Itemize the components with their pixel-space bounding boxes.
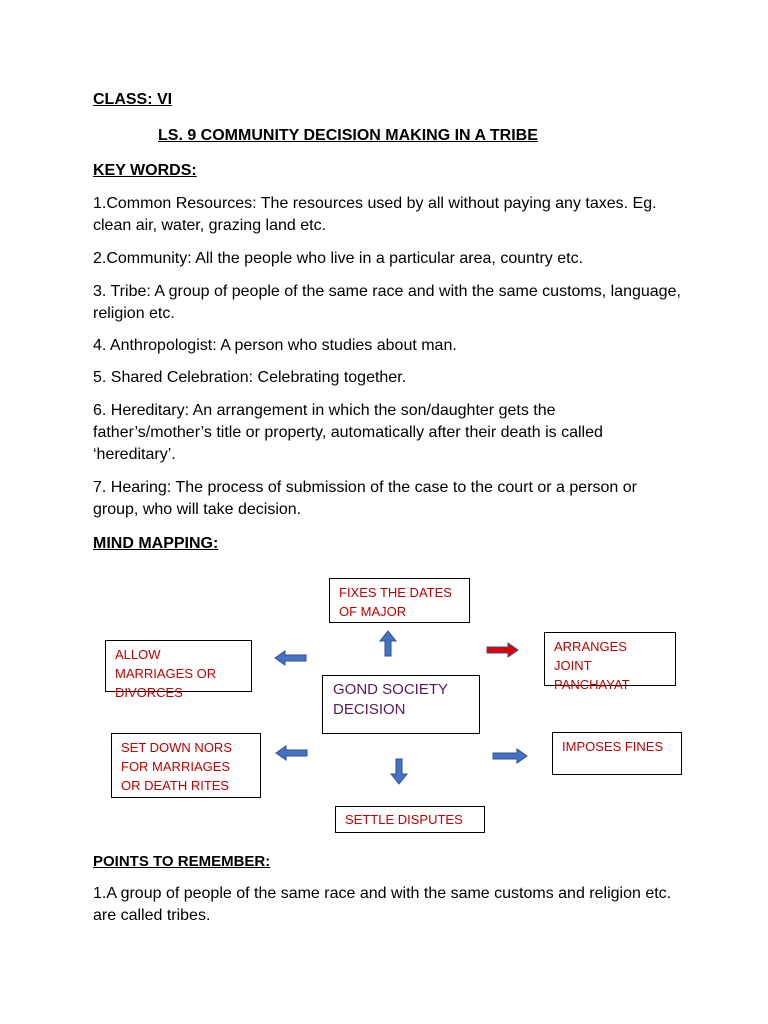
arrow-right-icon [493, 749, 527, 763]
arrow-right-red-icon [487, 643, 518, 657]
key-word-3: 3. Tribe: A group of people of the same race and with the same customs, language, religion etc. [93, 283, 681, 322]
key-words-heading: KEY WORDS: [93, 162, 197, 179]
key-word-1: 1.Common Resources: The resources used by all without paying any taxes. Eg. clean air, water, grazing land etc. [93, 195, 657, 234]
node-upper-right: ARRANGES JOINT PANCHAYAT [544, 632, 676, 686]
arrow-up-icon [380, 631, 396, 656]
key-word-2: 2.Community: All the people who live in a particular area, country etc. [93, 250, 584, 267]
key-word-7: 7. Hearing: The process of submission of the case to the court or a person or group, who will take decision. [93, 479, 637, 518]
node-lower-right: IMPOSES FINES [552, 732, 682, 775]
mind-mapping-heading: MIND MAPPING: [93, 535, 219, 552]
arrow-down-icon [391, 759, 407, 784]
node-lower-left: SET DOWN NORS FOR MARRIAGES OR DEATH RITES [111, 733, 261, 798]
arrow-left-icon [276, 746, 307, 760]
key-word-4: 4. Anthropologist: A person who studies about man. [93, 337, 457, 354]
point-1: 1.A group of people of the same race and with the same customs and religion etc. are called tribes. [93, 885, 672, 924]
key-word-6: 6. Hereditary: An arrangement in which the son/daughter gets the father’s/mother’s title or property, automatically after their death is called ‘hereditary’. [93, 402, 603, 463]
center-node: GOND SOCIETY DECISION [322, 675, 480, 734]
key-word-5: 5. Shared Celebration: Celebrating together. [93, 369, 407, 386]
arrow-left-icon [275, 651, 306, 665]
node-upper-left: ALLOW MARRIAGES OR DIVORCES [105, 640, 252, 692]
lesson-title: LS. 9 COMMUNITY DECISION MAKING IN A TRIBE [158, 127, 538, 144]
points-heading: POINTS TO REMEMBER: [93, 853, 271, 870]
node-bottom: SETTLE DISPUTES [335, 806, 485, 833]
node-top: FIXES THE DATES OF MAJOR [329, 578, 470, 623]
class-label: CLASS: VI [93, 91, 173, 108]
